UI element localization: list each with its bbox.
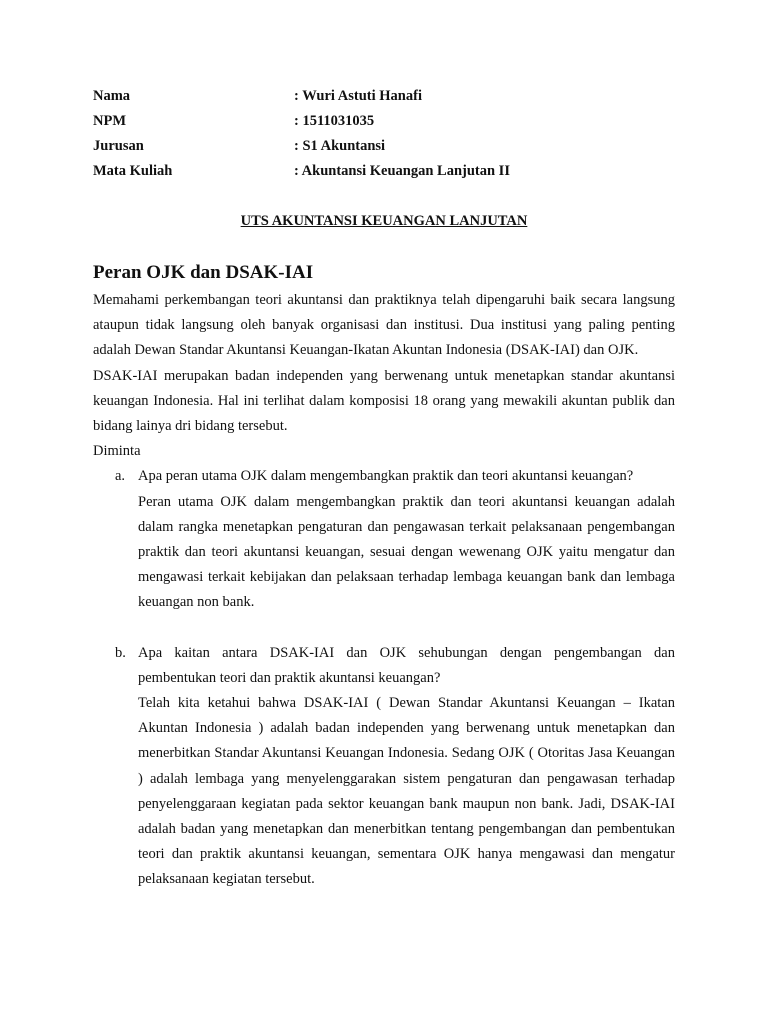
- info-row-nama: [93, 86, 693, 111]
- info-label: Mata Kuliah: [93, 163, 173, 179]
- list-marker: b.: [115, 644, 126, 661]
- section-heading: Peran OJK dan DSAK-IAI: [93, 262, 314, 283]
- document-body: [93, 288, 675, 893]
- question-list: [93, 464, 675, 892]
- info-value: : Wuri Astuti Hanafi: [294, 88, 422, 104]
- info-label: Nama: [93, 88, 131, 104]
- list-item: [93, 641, 675, 893]
- info-value: : S1 Akuntansi: [294, 138, 386, 154]
- document-title: UTS AKUNTANSI KEUANGAN LANJUTAN: [240, 213, 528, 229]
- list-item: [93, 464, 675, 615]
- question-text: Apa kaitan antara DSAK-IAI dan OJK sehubungan dengan pengembangan dan pembentukan teori dan praktik akuntansi keuangan?: [138, 644, 675, 686]
- info-row-npm: [93, 111, 693, 136]
- paragraph: Memahami perkembangan teori akuntansi dan praktiknya telah dipengaruhi baik secara langsung ataupun tidak langsung oleh banyak organisasi dan institusi. Dua institusi yang paling penting adalah Dewan Standar Akuntansi Keuangan-Ikatan Akuntan Indonesia (DSAK-IAI) dan OJK.: [93, 292, 675, 359]
- info-value: : 1511031035: [294, 113, 375, 129]
- info-label: NPM: [93, 113, 127, 129]
- answer-text: Telah kita ketahui bahwa DSAK-IAI ( Dewan Standar Akuntansi Keuangan – Ikatan Akuntan Indonesia ) adalah badan independen yang berwenang untuk menetapkan dan menerbitkan Standar Akuntansi Keuangan Indonesia. Sedang OJK ( Otoritas Jasa Keuangan ) adalah lembaga yang menyelenggarakan sistem pengaturan dan pengawasan terhadap penyelenggaraan kegiatan pada sektor keuangan bank maupun non bank. Jadi, DSAK-IAI adalah badan yang menetapkan dan menerbitkan tentang pengembangan dan pembentukan teori dan praktik akuntansi keuangan, sementara OJK hanya mengawasi dan mengatur pelaksanaan kegiatan tersebut.: [138, 695, 675, 888]
- list-marker: a.: [115, 468, 126, 485]
- answer-text: Peran utama OJK dalam mengembangkan praktik dan teori akuntansi keuangan adalah dalam rangka menetapkan pengaturan dan pengawasan terkait pelaksanaan pengembangan praktik dan teori akuntansi keuangan, sesuai dengan wewenang OJK yaitu mengatur dan mengawasi terkait kebijakan dan pelaksaan terhadap lembaga keuangan bank dan lembaga keuangan non bank.: [138, 493, 675, 611]
- diminta-label: Diminta: [93, 443, 141, 460]
- info-row-mata-kuliah: [93, 161, 693, 186]
- paragraph: DSAK-IAI merupakan badan independen yang berwenang untuk menetapkan standar akuntansi keuangan Indonesia. Hal ini terlihat dalam komposisi 18 orang yang mewakili akuntan publik dan bidang lainya dri bidang tersebut.: [93, 367, 675, 435]
- document-title-wrapper: [0, 211, 768, 231]
- student-info: [93, 86, 693, 186]
- info-row-jurusan: [93, 136, 693, 161]
- info-label: Jurusan: [93, 138, 144, 154]
- info-value: : Akuntansi Keuangan Lanjutan II: [294, 163, 510, 179]
- question-text: Apa peran utama OJK dalam mengembangkan praktik dan teori akuntansi keuangan?: [138, 468, 634, 485]
